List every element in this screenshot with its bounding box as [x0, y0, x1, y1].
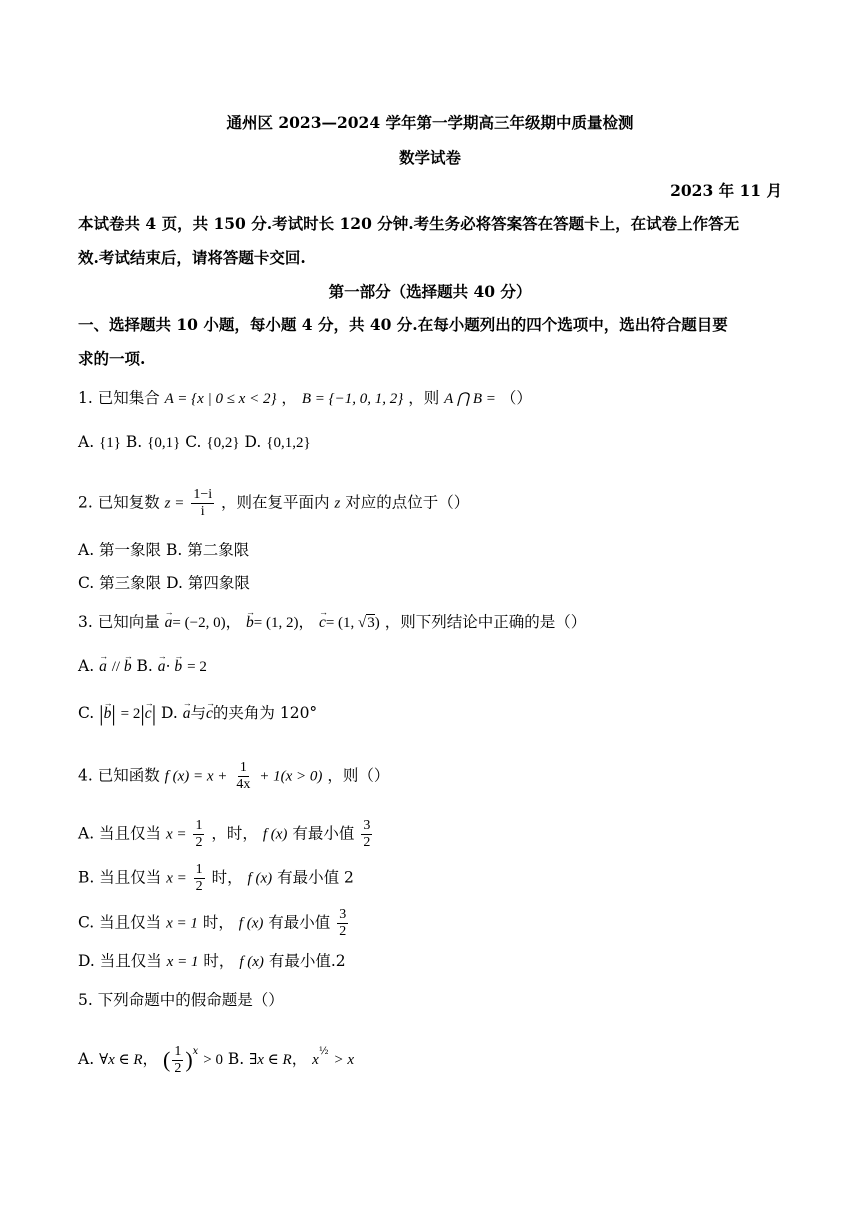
q4-option-b-x: x =	[166, 870, 187, 887]
question-1-stem	[78, 388, 782, 409]
q4-option-d-post: 有最小值.2	[268, 952, 346, 970]
q2-numerator: 1−i	[193, 487, 213, 502]
q3-option-c-bar-left: |	[99, 701, 104, 726]
q4-option-b-prefix: B. 当且仅当	[78, 868, 162, 887]
q4-option-c-mid: 时，	[202, 913, 234, 932]
q2-denominator: i	[200, 504, 205, 519]
question-2-options-cd: C. 第三象限 D. 第四象限	[78, 574, 250, 592]
q3-option-c-bar-right: |	[111, 701, 116, 726]
q3-option-b-vec-a: → a	[158, 657, 166, 677]
q4-option-c-post: 有最小值	[268, 913, 331, 932]
q3-vector-b: → b	[246, 613, 254, 633]
q5-option-b-exists: ∃x ∈ R	[249, 1052, 292, 1068]
q1-option-a-label: A.	[78, 433, 100, 451]
q3-vector-c-sqrt: 3	[367, 615, 375, 631]
q4-option-d-mid: 时，	[203, 952, 235, 970]
q5-option-a-half	[172, 1044, 183, 1077]
q4-option-b-half-num: 1	[195, 862, 203, 877]
q3-vector-c-value: = (1, √3)	[325, 615, 380, 631]
q3-option-b-dot: ⋅	[165, 659, 175, 675]
q3-option-d-label: D.	[161, 704, 183, 722]
question-4-option-b	[78, 862, 782, 895]
q3-vector-a: → a	[165, 613, 173, 633]
instructions-line-1: 本试卷共 4 页，共 150 分.考试时长 120 分钟.考生务必将答案答在答题卡上，在试卷上作答无	[78, 214, 740, 233]
q4-tail: + 1(x > 0)	[259, 768, 323, 785]
q2-stem-tail: 对应的点位于（）	[345, 493, 470, 512]
q3-option-c-vec-c: → c	[145, 704, 152, 724]
q3-vector-b-value: = (1, 2)	[253, 615, 299, 631]
q3-comma-1: ，	[225, 613, 242, 631]
question-3-stem	[78, 612, 782, 633]
q3-option-a-label: A.	[78, 657, 95, 675]
q4-option-c-prefix: C. 当且仅当	[78, 913, 162, 932]
q4-option-c-x: x = 1	[166, 915, 198, 932]
q4-numerator: 1	[239, 760, 247, 775]
q5-option-b-x: x	[312, 1052, 319, 1068]
q3-stem-prefix: 3. 已知向量	[78, 613, 160, 631]
q3-option-c-label: C.	[78, 704, 100, 722]
q4-function: f (x) = x +	[164, 768, 228, 785]
q5-option-a-half-num: 1	[174, 1043, 182, 1059]
q3-option-c-bar-left-2: |	[140, 701, 145, 726]
q1-option-d-label: D.	[244, 433, 267, 451]
instructions-line-2: 效.考试结束后，请将答题卡交回.	[78, 248, 306, 267]
q2-z: z	[334, 495, 341, 512]
q3-option-b-value: = 2	[187, 659, 207, 675]
q5-option-a-comma: ，	[142, 1050, 159, 1068]
q4-option-c-three-halves	[337, 907, 348, 940]
exam-title: 通州区 2023—2024 学年第一学期高三年级期中质量检测	[226, 113, 634, 132]
question-3-options-ab	[78, 656, 782, 677]
q3-option-c-bar-right-2: |	[151, 701, 157, 726]
q4-option-a-half-den: 2	[195, 835, 203, 850]
q4-option-a-fx: f (x)	[262, 826, 288, 843]
q4-option-d-x: x = 1	[166, 954, 199, 970]
q3-option-d-vec-a: → a	[183, 704, 191, 724]
q5-option-a-gt0: > 0	[203, 1052, 223, 1068]
q1-set-a: A = {x | 0 ≤ x < 2}	[164, 391, 277, 407]
part1-desc-line-1: 一、选择题共 10 小题，每小题 4 分，共 40 分.在每小题列出的四个选项中，选出符合题目要	[78, 315, 728, 334]
question-4-stem	[78, 760, 782, 793]
q4-option-c-three-num: 3	[339, 907, 347, 922]
question-2-stem	[78, 487, 782, 520]
q4-option-b-mid: 时，	[211, 868, 243, 887]
q4-option-a-half	[193, 818, 204, 851]
q3-stem-tail: ，则下列结论中正确的是（）	[384, 613, 587, 631]
q1-stem-mid: ，则	[408, 389, 440, 407]
q3-option-d-text-1: 与	[190, 704, 207, 722]
q3-option-a-vec-b: → b	[124, 657, 132, 677]
q4-denominator: 4x	[236, 777, 251, 792]
q4-stem-tail: ，则（）	[327, 766, 390, 785]
q3-vector-c: → c	[319, 613, 326, 633]
question-4-option-c	[78, 907, 782, 940]
q1-stem-prefix: 1. 已知集合	[78, 389, 160, 407]
q3-option-c-vec-b: → b	[104, 704, 112, 724]
q5-option-a-half-den: 2	[174, 1060, 182, 1076]
q4-option-d-prefix: D. 当且仅当	[78, 952, 162, 970]
q1-sep: ，	[281, 389, 297, 407]
q1-set-b: B = {−1, 0, 1, 2}	[301, 391, 404, 407]
q2-z-eq: z =	[164, 495, 185, 512]
q3-option-a-vec-a: → a	[99, 657, 107, 677]
q3-vector-c-post: )	[374, 615, 380, 631]
q4-option-a-post: 有最小值	[292, 824, 355, 843]
q4-option-d-fx: f (x)	[239, 954, 264, 970]
q3-comma-2: ，	[298, 613, 314, 631]
q4-stem-prefix: 4. 已知函数	[78, 766, 160, 785]
q3-option-b-label: B.	[136, 657, 158, 675]
q4-option-a-three-num: 3	[363, 818, 371, 833]
q4-option-c-three-den: 2	[339, 924, 347, 939]
q5-option-b-gtx: > x	[333, 1052, 354, 1068]
question-4-option-d	[78, 951, 782, 972]
q4-option-b-half	[194, 862, 205, 895]
q5-option-a-label: A.	[78, 1050, 100, 1068]
part1-desc-line-2: 求的一项.	[78, 349, 146, 368]
q2-fraction	[191, 487, 214, 520]
q4-option-a-three-halves	[361, 818, 372, 851]
q4-option-b-post: 有最小值 2	[277, 868, 354, 887]
q4-option-a-half-num: 1	[195, 818, 203, 833]
q3-vector-a-value: = (−2, 0)	[172, 615, 226, 631]
question-1-options	[78, 432, 782, 453]
question-4-option-a	[78, 818, 782, 851]
q3-option-d-vec-c: → c	[206, 704, 213, 724]
q3-option-d-text-2: 的夹角为 120°	[212, 704, 318, 722]
q4-option-a-three-den: 2	[363, 835, 371, 850]
q4-option-a-x: x =	[166, 826, 187, 843]
q1-paren: （）	[500, 389, 532, 407]
q4-fraction	[234, 760, 252, 793]
q1-option-b-label: B.	[125, 433, 148, 451]
q1-option-a: {1}	[99, 435, 121, 451]
q5-option-b-exponent: ½	[318, 1046, 329, 1057]
q1-option-c-label: C.	[185, 433, 207, 451]
q3-option-c-eq: = 2	[120, 706, 141, 722]
q5-option-a-paren-right: )	[185, 1047, 193, 1072]
q3-option-b-vec-b: → b	[174, 657, 182, 677]
q3-option-a-parallel: //	[111, 659, 124, 675]
q4-option-a-prefix: A. 当且仅当	[78, 824, 162, 843]
q1-option-d: {0,1,2}	[266, 435, 311, 451]
q4-option-b-half-den: 2	[195, 879, 203, 894]
question-5-options-ab	[78, 1042, 782, 1077]
part1-title: 第一部分（选择题共 40 分）	[328, 282, 532, 301]
q4-option-a-mid: ，时，	[211, 824, 258, 843]
q1-expression: A ⋂ B =	[444, 391, 496, 407]
q5-option-b-label: B.	[227, 1050, 250, 1068]
q2-stem-prefix: 2. 已知复数	[78, 493, 160, 512]
exam-date: 2023 年 11 月	[670, 181, 782, 200]
q5-option-a-exponent: x	[192, 1046, 199, 1057]
q5-option-b-comma: ，	[291, 1050, 308, 1068]
question-2-options-ab: A. 第一象限 B. 第二象限	[78, 541, 250, 559]
exam-subject: 数学试卷	[398, 148, 461, 167]
question-5-stem: 5. 下列命题中的假命题是（）	[78, 991, 284, 1009]
question-3-options-cd	[78, 703, 782, 724]
q4-option-c-fx: f (x)	[238, 915, 264, 932]
q2-stem-mid: ，则在复平面内	[221, 493, 330, 512]
q1-option-c: {0,2}	[206, 435, 240, 451]
q5-option-a-paren-left: (	[163, 1047, 171, 1072]
q5-option-a-forall: ∀x ∈ R	[99, 1052, 143, 1068]
q1-option-b: {0,1}	[147, 435, 181, 451]
q4-option-b-fx: f (x)	[247, 870, 273, 887]
q3-vector-c-pre: = (1,	[325, 615, 359, 631]
